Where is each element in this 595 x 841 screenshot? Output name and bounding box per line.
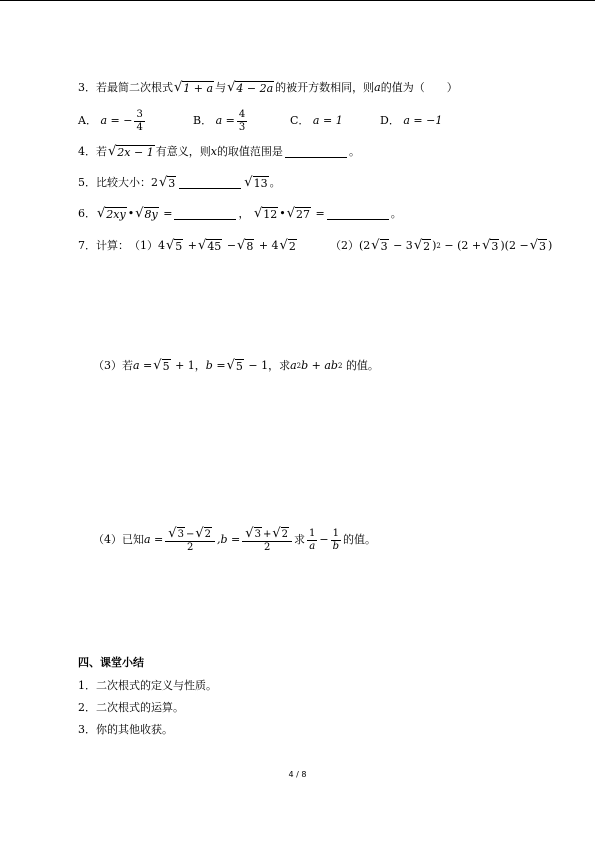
q7-part4-fraction-a: √ 3 − √ 2 2 — [165, 527, 215, 554]
question-6: 6． √ 2xy • √ 8y = ， √ 12 • √ 27 = 。 — [78, 206, 402, 221]
q6-answer-blank-2[interactable] — [327, 209, 389, 220]
q3-option-a-fraction: $\frac{3}{4}$ — [136, 108, 143, 133]
q7-part3: （3）若 a = √ 5 + 1， b = √ 5 − 1，求 a 2 b + ab 2 的值。 — [93, 358, 379, 373]
q3-number: 3． — [78, 81, 96, 94]
question-3: 3． 若最简二次根式 √ 1 + a 与 √ 4 − 2a 的被开方数相同，则 a 的值为（ ） — [78, 80, 458, 95]
q3-option-b: B． a = $\frac{4}{3}$ — [193, 108, 246, 133]
q7-part4-fraction-1b: $\frac{1}{b}$ — [332, 527, 339, 552]
q7-part4-fraction-b: √ 3 + √ 2 2 — [242, 527, 292, 554]
q7-part4: （4）已知 a = √ 3 − √ 2 2 ,b = √ 3 + √ 2 2 求 $\frac{1}{a}$ − $\frac{1}{b}$ 的值。 — [93, 525, 376, 553]
q6-radical-2: √ 8y — [135, 206, 158, 221]
question-7: 7． 计算： （1） 4 √ 5 + √ 45 − √ 8 + 4 √ 2 — [78, 238, 296, 253]
page-number: 4 / 8 — [288, 770, 307, 779]
q6-radical-4: √ 27 — [286, 206, 311, 221]
q7-part4-fraction-1a: $\frac{1}{a}$ — [309, 527, 316, 552]
summary-heading: 四、课堂小结 — [78, 656, 144, 669]
q3-radical-2: √ 4 − 2a — [227, 80, 274, 95]
q5-radical-b: √ 13 — [244, 175, 268, 190]
q3-option-d: D． a = −1 — [380, 114, 443, 127]
question-5: 5． 比较大小： 2 √ 3 √ 13 。 — [78, 175, 281, 190]
q7-part2: （2） (2 √ 3 − 3 √ 2 ) 2 − (2 + √ 3 )(2 − √ 3 ) — [330, 238, 553, 253]
q4-radical: √ 2x − 1 — [108, 144, 154, 159]
summary-item: 3．你的其他收获。 — [78, 723, 173, 736]
q6-radical-1: √ 2xy — [97, 206, 126, 221]
q3-option-a: A． a = − $\frac{3}{4}$ — [78, 108, 143, 133]
q6-radical-3: √ 12 — [253, 206, 278, 221]
q5-radical-a: √ 3 — [159, 175, 176, 190]
q3-option-c: C． a = 1 — [290, 114, 343, 127]
summary-item: 2．二次根式的运算。 — [78, 701, 184, 714]
q3-radical-1: √ 1 + a — [174, 80, 214, 95]
q3-option-b-fraction: $\frac{4}{3}$ — [238, 108, 246, 133]
q4-answer-blank[interactable] — [285, 147, 347, 158]
top-border — [0, 0, 595, 1]
summary-item: 1．二次根式的定义与性质。 — [78, 679, 217, 692]
q5-answer-blank[interactable] — [179, 178, 241, 189]
q7-part1-label: （1） — [129, 239, 158, 252]
q3-text: 若最简二次根式 — [96, 81, 173, 94]
question-4: 4． 若 √ 2x − 1 有意义，则 x 的取值范围是 。 — [78, 144, 360, 159]
q6-answer-blank-1[interactable] — [174, 209, 236, 220]
